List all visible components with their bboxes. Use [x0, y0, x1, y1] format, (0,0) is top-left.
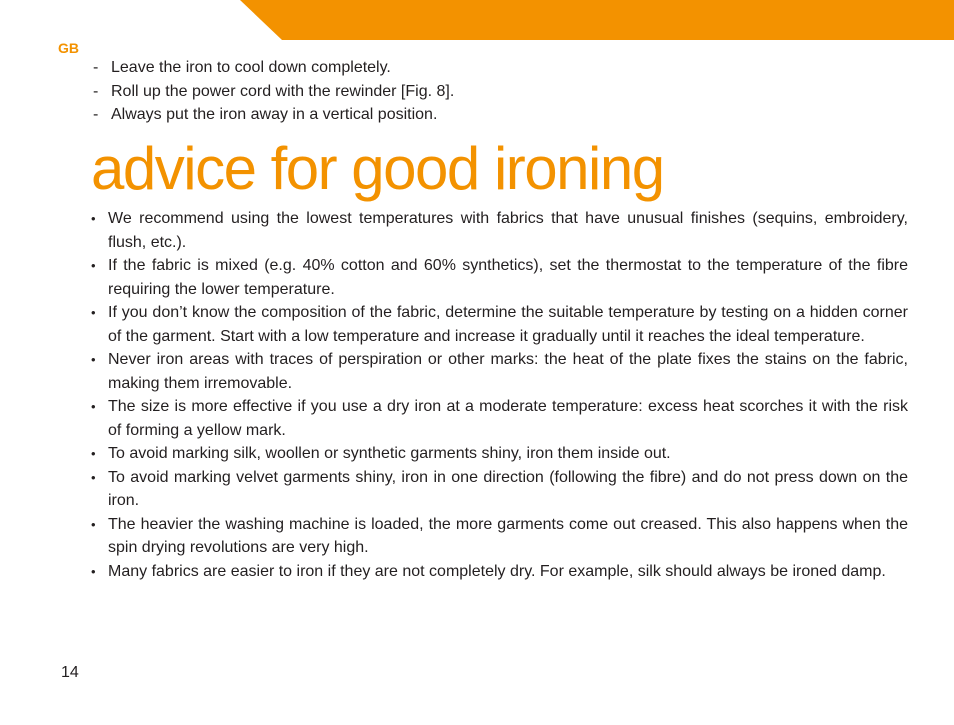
- header-banner: [0, 0, 954, 40]
- tip-item: • The size is more effective if you use a dry iron at a moderate temperature: excess heat scorches it with the risk of forming a yellow mark.: [91, 395, 908, 442]
- ironing-tips-list: [91, 207, 908, 583]
- tip-item: • Never iron areas with traces of perspiration or other marks: the heat of the plate fixes the stains on the fabric, making them irremovable.: [91, 348, 908, 395]
- tip-item: • If you don’t know the composition of the fabric, determine the suitable temperature by testing on a hidden corner of the garment. Start with a low temperature and increase it gradually until it reaches the ideal temperature.: [91, 301, 908, 348]
- tip-item: • Many fabrics are easier to iron if they are not completely dry. For example, silk should always be ironed damp.: [91, 560, 908, 584]
- tip-item: • We recommend using the lowest temperatures with fabrics that have unusual finishes (sequins, embroidery, flush, etc.).: [91, 207, 908, 254]
- storage-step: - Always put the iron away in a vertical position.: [93, 103, 913, 127]
- storage-step: - Leave the iron to cool down completely.: [93, 56, 913, 80]
- banner-shape: [240, 0, 954, 40]
- storage-steps-list: [93, 56, 913, 127]
- section-title: advice for good ironing: [91, 135, 664, 202]
- language-label: GB: [58, 40, 79, 56]
- tip-item: • If the fabric is mixed (e.g. 40% cotton and 60% synthetics), set the thermostat to the temperature of the fibre requiring the lower temperature.: [91, 254, 908, 301]
- tip-item: • To avoid marking silk, woollen or synthetic garments shiny, iron them inside out.: [91, 442, 908, 466]
- page-number: 14: [61, 664, 79, 681]
- storage-step: - Roll up the power cord with the rewinder [Fig. 8].: [93, 80, 913, 104]
- tip-item: • To avoid marking velvet garments shiny, iron in one direction (following the fibre) and do not press down on the iron.: [91, 466, 908, 513]
- tip-item: • The heavier the washing machine is loaded, the more garments come out creased. This also happens when the spin drying revolutions are very high.: [91, 513, 908, 560]
